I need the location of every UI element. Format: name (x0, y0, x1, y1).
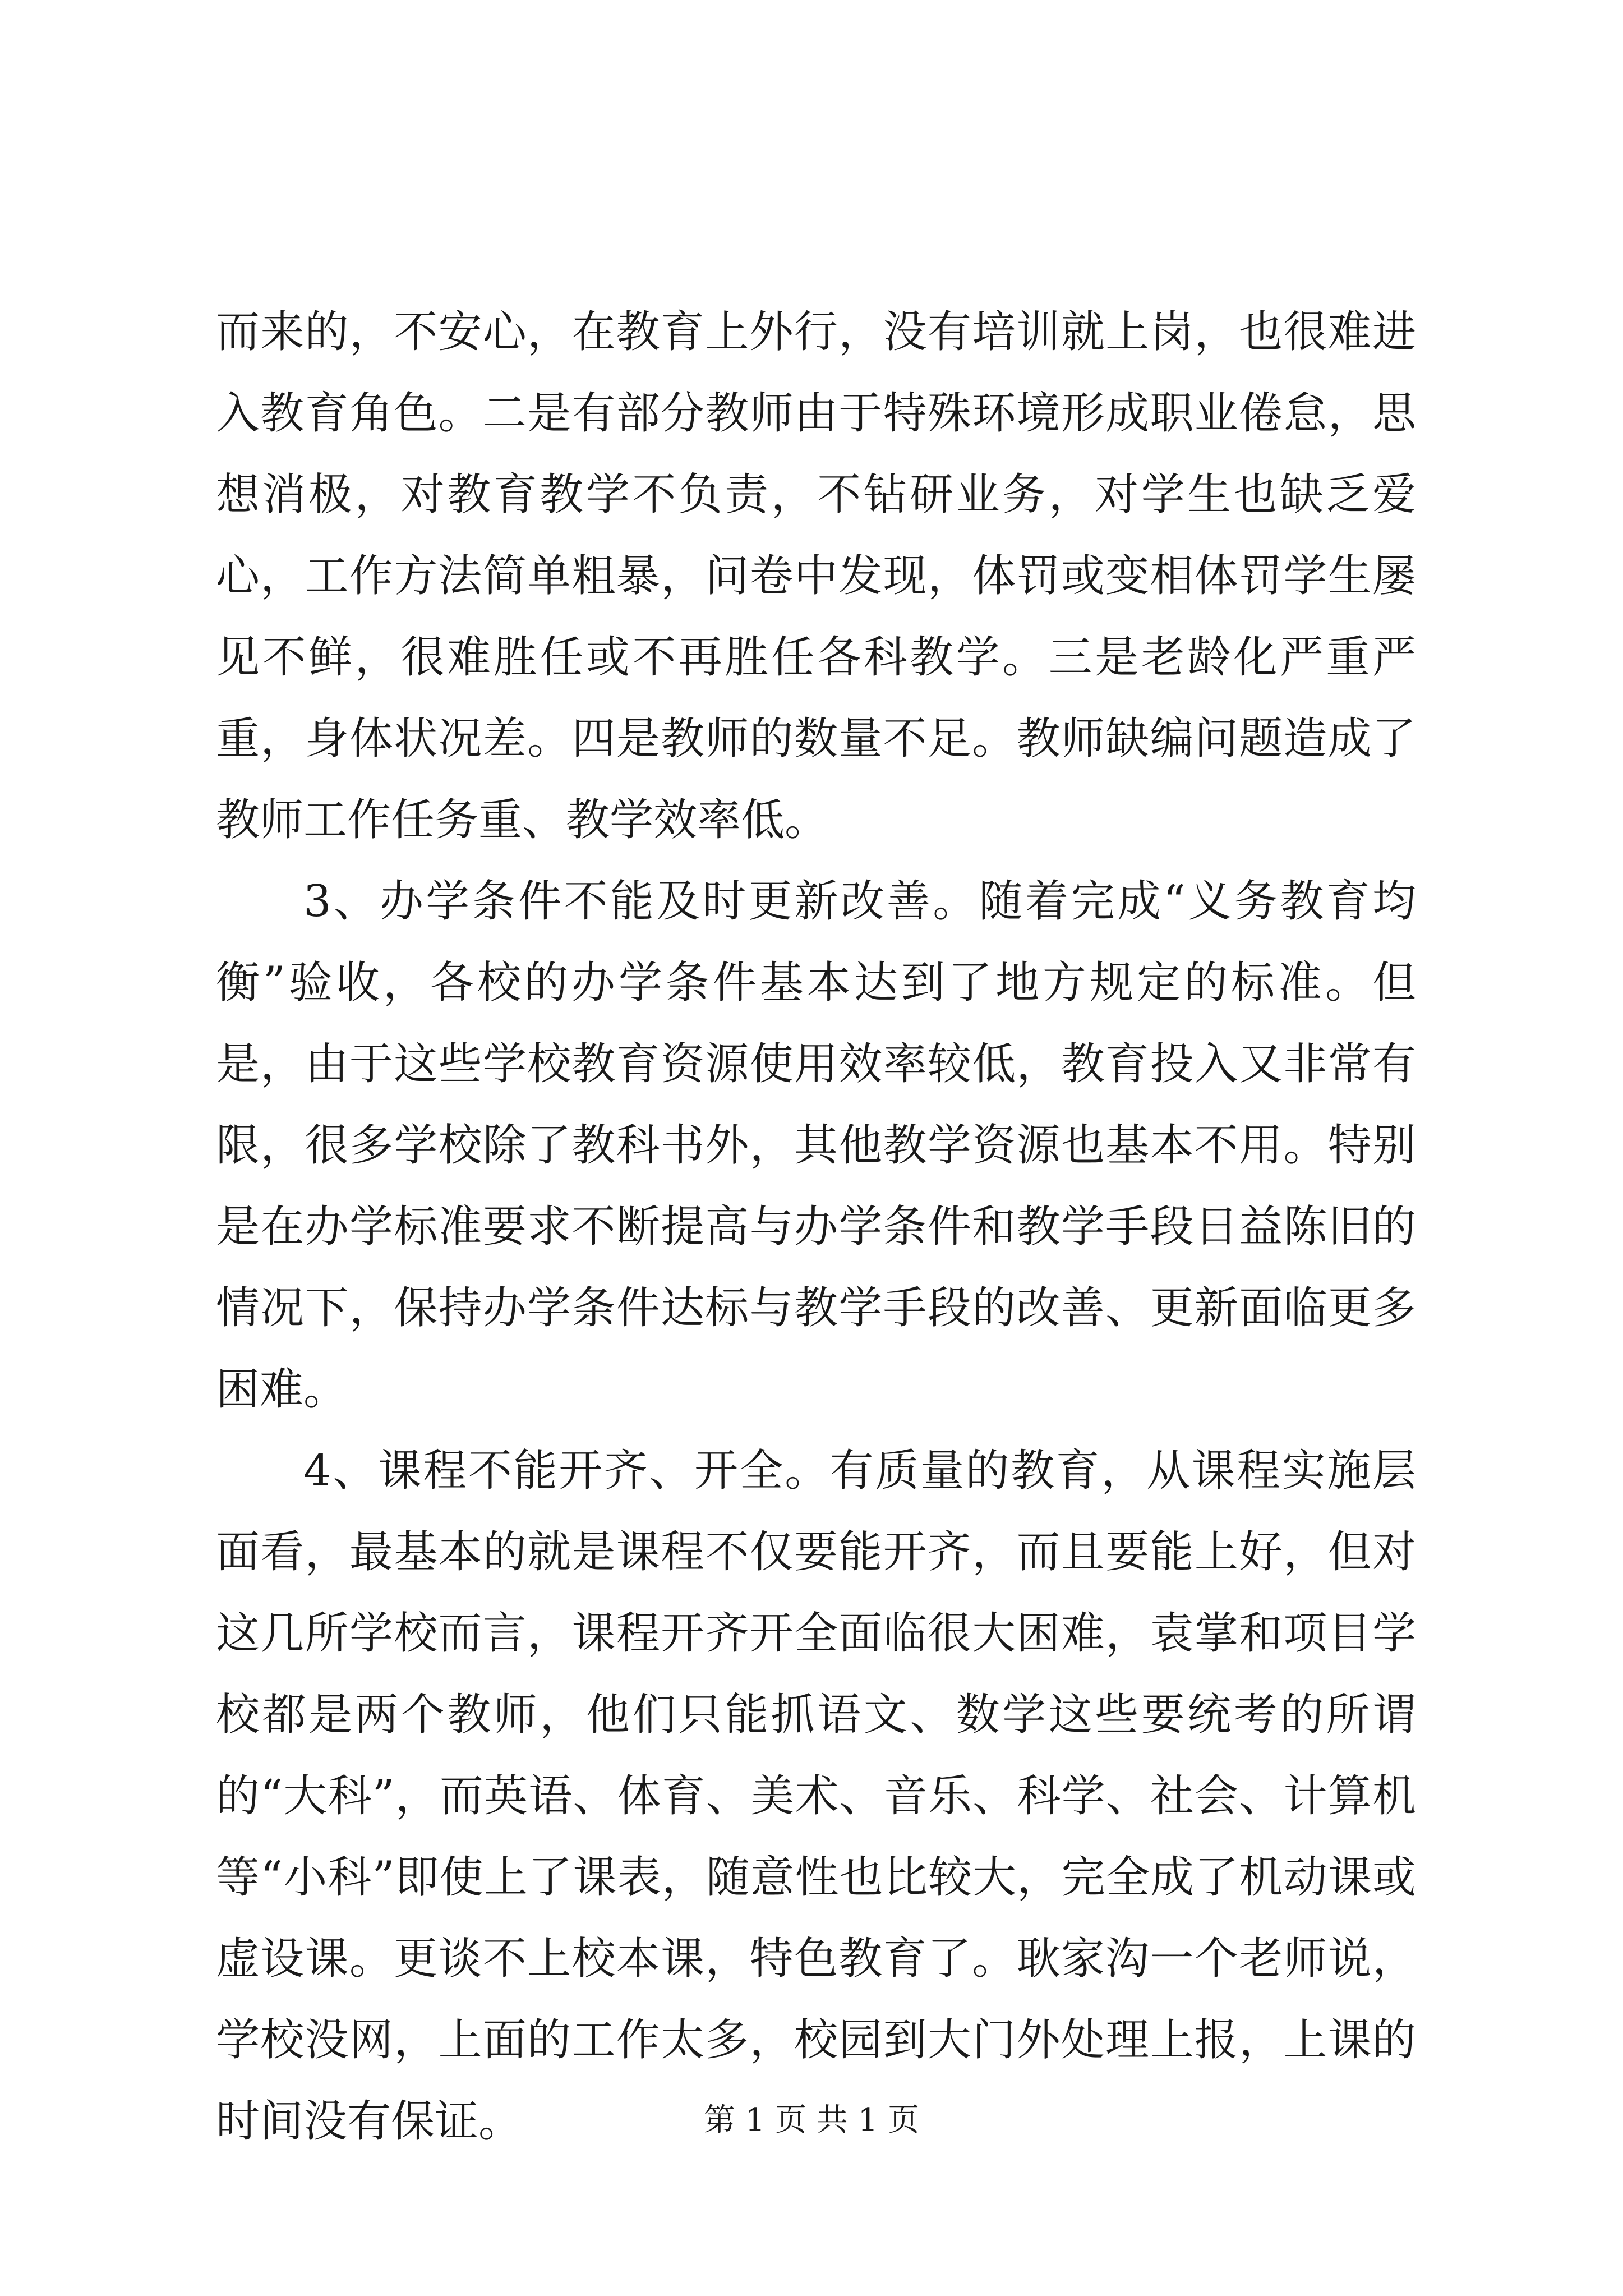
paragraph-2: 3、办学条件不能及时更新改善。随着完成“义务教育均衡”验收，各校的办学条件基本达到了地方规定的标准。但是，由于这些学校教育资源使用效率较低，教育投入又非常有限，很多学校除了教科书外，其他教学资源也基本不用。特别是在办学标准要求不断提高与办学条件和教学手段日益陈旧的情况下，保持办学条件达标与教学手段的改善、更新面临更多困难。 (216, 876, 1416, 1415)
paragraph-1: 而来的，不安心，在教育上外行，没有培训就上岗，也很难进入教育角色。二是有部分教师由于特殊环境形成职业倦怠，思想消极，对教育教学不负责，不钻研业务，对学生也缺乏爱心，工作方法简单粗暴，问卷中发现，体罚或变相体罚学生屡见不鲜，很难胜任或不再胜任各科教学。三是老龄化严重严重，身体状况差。四是教师的数量不足。教师缺编问题造成了教师工作任务重、教学效率低。 (216, 307, 1416, 845)
paragraph-3: 4、课程不能开齐、开全。有质量的教育，从课程实施层面看，最基本的就是课程不仅要能开齐，而且要能上好，但对这几所学校而言，课程开齐开全面临很大困难，袁掌和项目学校都是两个教师，他们只能抓语文、数学这些要统考的所谓的“大科”，而英语、体育、美术、音乐、科学、社会、计算机等“小科”即使上了课表，随意性也比较大，完全成了机动课或虚设课。更谈不上校本课，特色教育了。耿家沟一个老师说，学校没网，上面的工作太多，校园到大门外处理上报，上课的时间没有保证。 (216, 1446, 1416, 2147)
page-footer: 第 1 页 共 1 页 (703, 2102, 920, 2138)
document-body (216, 292, 1416, 2162)
